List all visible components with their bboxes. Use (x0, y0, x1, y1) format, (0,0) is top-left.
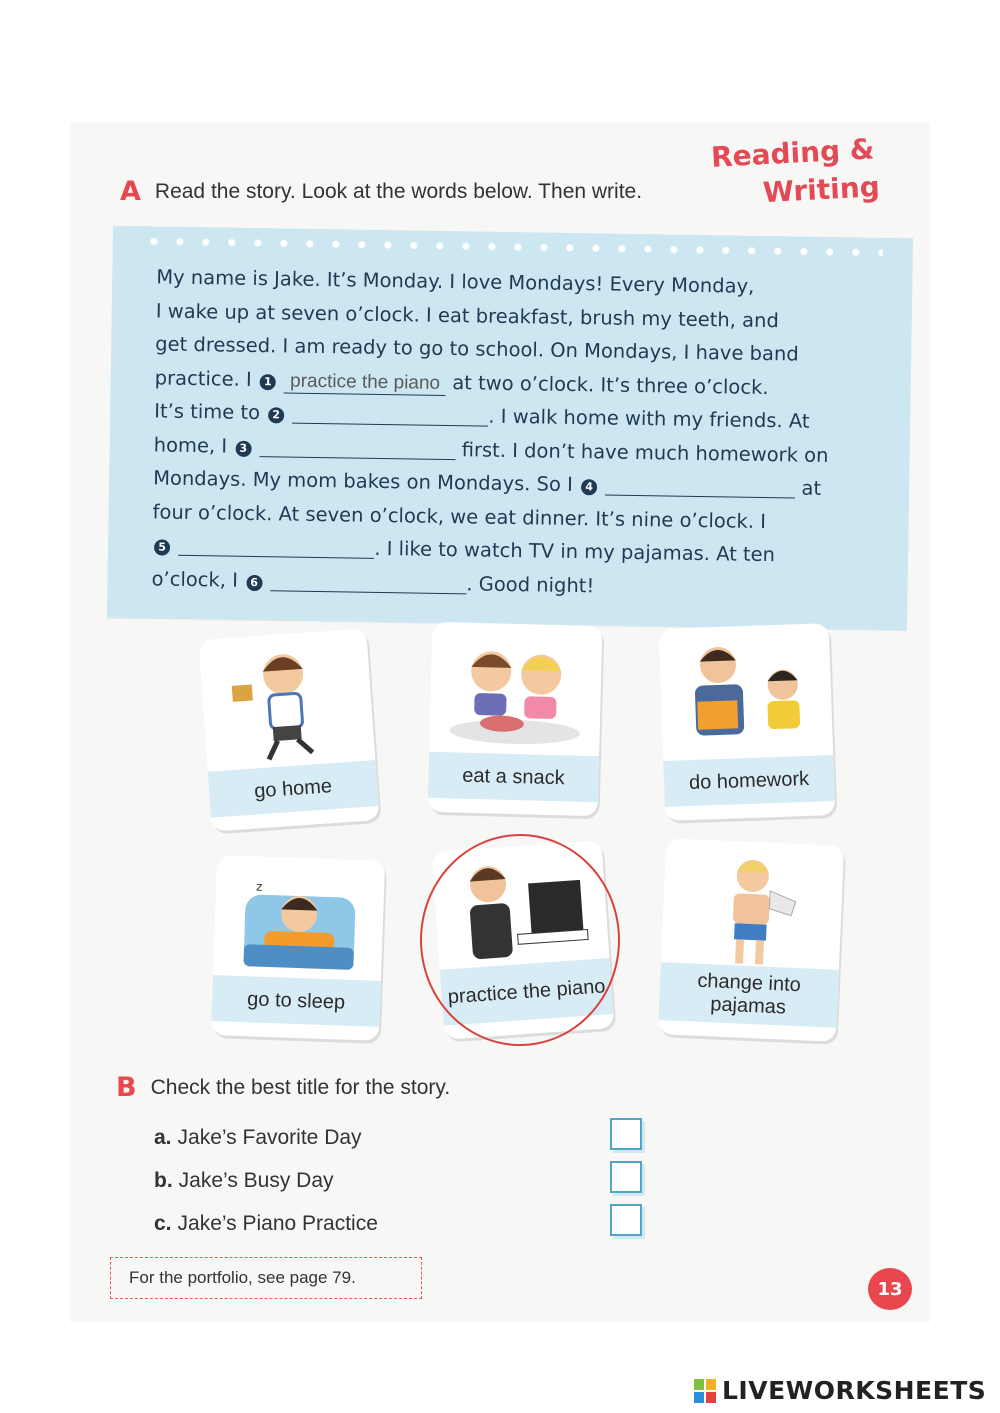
story-line-1: My name is Jake. It’s Monday. I love Mondays! Every Monday, (156, 265, 755, 298)
card-label: go to sleep (211, 975, 381, 1027)
story-line-3: get dressed. I am ready to go to school. On Mondays, I have band (155, 332, 799, 366)
kids-eating-snack-icon (439, 630, 592, 754)
option-text: Jake’s Piano Practice (177, 1212, 378, 1235)
story-line-2: I wake up at seven o’clock. I eat breakfast, brush my teeth, and (155, 298, 780, 332)
story-text-fragment: It’s time to (154, 399, 261, 425)
highlight-circle (420, 834, 620, 1046)
card-label: practice the piano (440, 958, 613, 1026)
story-text-fragment: Mondays. My mom bakes on Mondays. So I (152, 466, 574, 496)
story-text-fragment: o’clock, I (151, 566, 239, 592)
story-text (151, 260, 876, 606)
boy-sleeping-icon (223, 863, 375, 978)
checkbox-option-b[interactable] (610, 1161, 642, 1193)
story-panel (107, 226, 913, 631)
blank-number-3: 3 (235, 440, 251, 456)
liveworksheets-watermark (694, 1376, 986, 1405)
story-text-fragment: home, I (153, 432, 228, 458)
checkbox-option-c[interactable] (610, 1204, 642, 1236)
story-text-fragment: . I like to watch TV in my pajamas. At ten (374, 536, 776, 567)
option-letter: c. (154, 1212, 172, 1235)
word-card-go-to-sleep (211, 855, 385, 1041)
blank-number-6: 6 (246, 574, 262, 590)
story-text-fragment: . I walk home with my friends. At (488, 404, 810, 433)
card-label: eat a snack (428, 752, 599, 802)
page-number: 13 (868, 1268, 912, 1310)
section-a-title (120, 176, 642, 207)
heading-line-2: Writing (762, 170, 881, 210)
card-label: change into pajamas (658, 962, 838, 1028)
answer-blank-3[interactable] (259, 434, 455, 460)
checkbox-option-a[interactable] (610, 1118, 642, 1150)
section-b-title (116, 1072, 450, 1103)
option-a (154, 1118, 378, 1161)
story-text-fragment: first. I don’t have much homework on (461, 437, 829, 467)
svg-text:z: z (255, 879, 263, 894)
answer-blank-2[interactable] (292, 401, 488, 427)
watermark-text: LIVEWORKSHEETS (722, 1376, 987, 1405)
word-card-change-into-pajamas (658, 838, 844, 1042)
portfolio-note: For the portfolio, see page 79. (110, 1257, 422, 1299)
answer-blank-1[interactable]: practice the piano (284, 370, 446, 396)
option-letter: a. (154, 1126, 172, 1149)
card-label: go home (208, 760, 379, 818)
section-a-letter: A (120, 176, 141, 207)
story-text-fragment: . Good night! (466, 571, 595, 597)
liveworksheets-logo-icon (694, 1379, 716, 1403)
notebook-holes (141, 236, 883, 258)
story-text-fragment: practice. I (154, 365, 252, 391)
answer-blank-6[interactable] (270, 568, 466, 594)
title-options (154, 1118, 378, 1247)
word-card-eat-a-snack (428, 622, 603, 816)
father-son-homework-icon (669, 631, 823, 756)
answer-blank-5[interactable] (178, 533, 374, 559)
option-text: Jake’s Busy Day (178, 1169, 334, 1192)
blank-number-4: 4 (581, 479, 597, 495)
answer-blank-4[interactable] (605, 473, 795, 499)
reading-writing-heading (710, 129, 899, 215)
section-b-letter: B (116, 1072, 137, 1103)
option-c (154, 1204, 378, 1247)
section-a-instruction: Read the story. Look at the words below. Then write. (154, 179, 643, 203)
boy-changing-clothes-icon (671, 847, 832, 974)
story-line-8: four o’clock. At seven o’clock, we eat dinner. It’s nine o’clock. I (152, 499, 767, 533)
word-card-do-homework (659, 623, 836, 821)
card-label: do homework (663, 755, 835, 807)
story-text-fragment: at (801, 476, 822, 500)
blank-number-1: 1 (260, 374, 276, 390)
word-card-go-home (199, 628, 380, 831)
blank-number-5: 5 (154, 539, 170, 555)
heading-line-1: Reading & (710, 132, 875, 174)
section-b-instruction: Check the best title for the story. (150, 1075, 451, 1099)
option-text: Jake’s Favorite Day (177, 1126, 362, 1149)
blank-number-2: 2 (268, 407, 284, 423)
option-b (154, 1161, 378, 1204)
story-text-fragment: at two o’clock. It’s three o’clock. (452, 370, 769, 399)
option-letter: b. (154, 1169, 173, 1192)
boy-running-home-icon (209, 637, 365, 767)
